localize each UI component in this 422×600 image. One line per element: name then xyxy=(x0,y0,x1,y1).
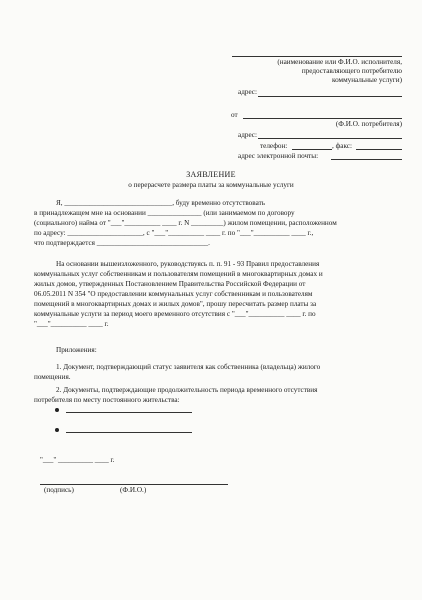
executor-address-label: адрес: xyxy=(238,88,257,96)
att1-line2: помещения. xyxy=(34,373,71,381)
name-caption: (Ф.И.О.) xyxy=(120,486,147,494)
fax-label: , факс: xyxy=(332,142,352,150)
email-label: адрес электронной почты: xyxy=(238,152,319,160)
from-label: от xyxy=(231,111,238,119)
att1-line1: 1. Документ, подтверждающий статус заявителя как собственника (владельца) жилого xyxy=(56,363,321,371)
p2-line3: жилых домов, утвержденных Постановлением Правительства Российской Федерации от xyxy=(34,280,306,288)
p1-line1: Я, ______________________________, буду временно отсутствовать xyxy=(56,199,266,207)
p1-line4: по адресу: _____________________, с "___"__________ ____ г. по "___"__________ ____ г., xyxy=(34,229,314,237)
email-line xyxy=(331,159,402,160)
att2-line1: 2. Документы, подтверждающие продолжительность периода временного отсутствия xyxy=(56,386,318,394)
attachments-label: Приложения: xyxy=(56,346,97,354)
bullet-icon xyxy=(55,428,59,432)
p1-line3: (социального) найма от "___"__________ ____ г. N _________) жилом помещении, расположенном xyxy=(34,219,337,227)
p2-line5: помещений в многоквартирных домах и жилых домов", прошу пересчитать размер платы за xyxy=(34,300,317,308)
signature-caption: (подпись) xyxy=(44,486,74,494)
attachment-doc-line-1 xyxy=(66,412,192,413)
consumer-address-line xyxy=(258,138,402,139)
date-line: "___" __________ ____ г. xyxy=(40,456,115,464)
phone-label: телефон: xyxy=(260,142,288,150)
p1-line5: что подтверждается _______________________________. xyxy=(34,239,210,247)
consumer-name-line xyxy=(243,118,402,119)
attachment-1 xyxy=(34,362,406,382)
executor-address-line xyxy=(258,96,402,97)
p2-line1: На основании вышеизложенного, руководствуясь п. п. 91 - 93 Правил предоставления xyxy=(56,260,320,268)
attachment-2 xyxy=(34,385,406,405)
executor-name-line xyxy=(232,56,402,57)
executor-caption-line3: коммунальные услуги) xyxy=(331,76,402,84)
p2-line4: 06.05.2011 N 354 "О предоставлении коммунальных услуг собственникам и пользователям xyxy=(34,290,313,298)
executor-caption-line1: (наименование или Ф.И.О. исполнителя, xyxy=(277,58,402,66)
p2-line7: "___"__________ ____ г. xyxy=(34,320,109,328)
document-title: ЗАЯВЛЕНИЕ xyxy=(186,170,236,179)
phone-line xyxy=(292,149,332,150)
document-subtitle: о перерасчете размера платы за коммунальные услуги xyxy=(128,181,294,189)
p1-line2: в принадлежащем мне на основании _______________ (или занимаемом по договору xyxy=(34,209,295,217)
paragraph-statement xyxy=(34,198,406,248)
fax-line xyxy=(356,149,402,150)
p2-line6: коммунальные услуги за период моего временного отсутствия с "___"__________ ____ г. по xyxy=(34,310,316,318)
paragraph-request xyxy=(34,259,406,329)
bullet-icon xyxy=(55,408,59,412)
att2-line2: потребителя по месту постоянного жительства: xyxy=(34,396,180,404)
attachment-doc-line-2 xyxy=(66,432,192,433)
consumer-caption: (Ф.И.О. потребителя) xyxy=(335,120,402,128)
signature-line xyxy=(40,484,228,485)
p2-line2: коммунальных услуг собственникам и пользователям помещений в многоквартирных домах и xyxy=(34,270,323,278)
executor-caption-line2: предоставляющего потребителю xyxy=(301,67,402,75)
consumer-address-label: адрес: xyxy=(238,131,257,139)
